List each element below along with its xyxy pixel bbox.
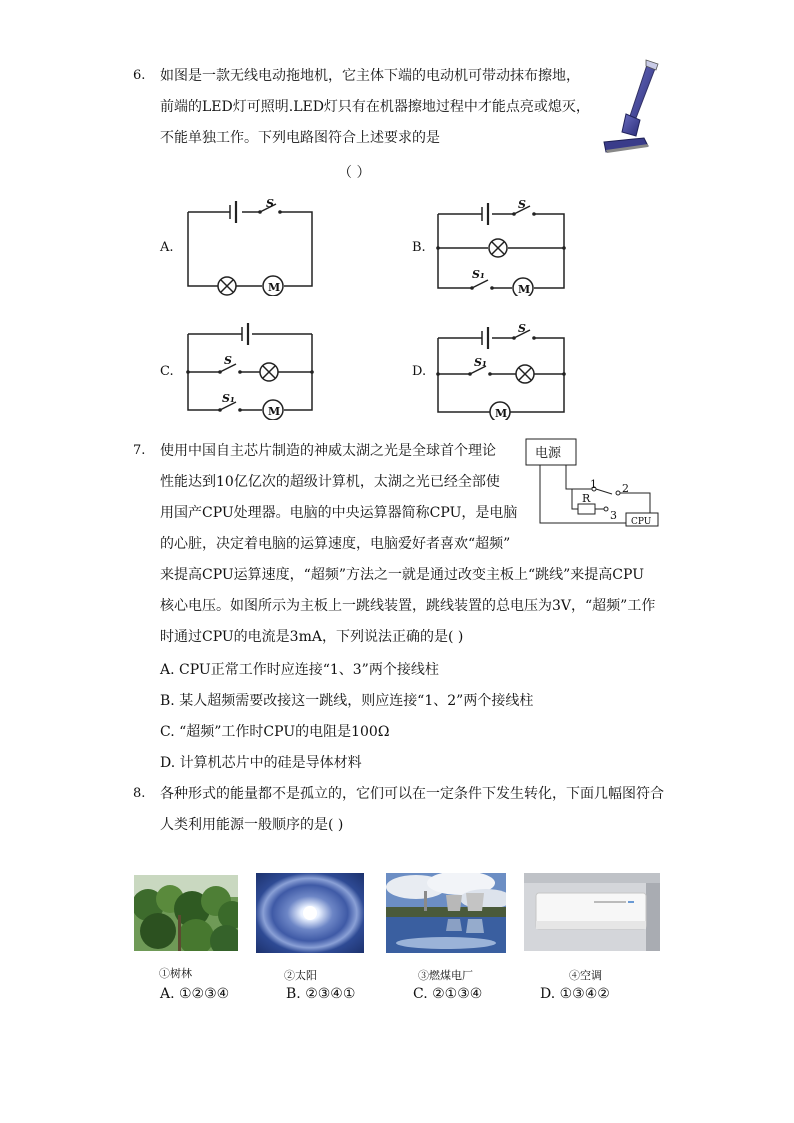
jumper-terminal-1: 1: [590, 478, 597, 491]
circuit-c-diagram: [184, 320, 318, 420]
jumper-terminal-2: 2: [622, 482, 629, 495]
circuit-c-switch-s: S: [224, 354, 232, 367]
caption-air-conditioner: ④空调: [569, 969, 602, 982]
caption-forest: ①树林: [159, 967, 192, 980]
circuit-b-motor-m: M: [518, 283, 531, 296]
question-7-line-1: 使用中国自主芯片制造的神威太湖之光是全球首个理论: [160, 443, 496, 459]
jumper-terminal-3: 3: [610, 509, 617, 522]
circuit-a-diagram: [184, 196, 318, 296]
circuit-a-motor-m: M: [268, 281, 281, 294]
jumper-source-label: 电源: [535, 446, 562, 461]
question-8-option-a: A. ①②③④: [160, 986, 230, 1002]
question-7-option-c: C. “超频”工作时CPU的电阻是100Ω: [160, 724, 390, 740]
question-8-option-c: C. ②①③④: [413, 986, 483, 1002]
question-6-number: 6.: [133, 68, 146, 83]
question-7-line-6: 核心电压。如图所示为主板上一跳线装置，跳线装置的总电压为3V，“超频”工作: [160, 598, 656, 614]
circuit-c-motor-m: M: [268, 405, 281, 418]
question-7-option-a: A. CPU正常工作时应连接“1、3”两个接线柱: [160, 662, 439, 678]
option-b-label: B.: [412, 240, 426, 255]
question-7-line-7: 时通过CPU的电流是3mA，下列说法正确的是( ): [160, 629, 464, 645]
jumper-resistor-label: R: [582, 492, 591, 505]
question-8-option-d: D. ①③④②: [540, 986, 610, 1002]
forest-photo: [134, 875, 238, 951]
option-d-label: D.: [412, 364, 427, 379]
question-8-option-b: B. ②③④①: [286, 986, 356, 1002]
question-6-line-3: 不能单独工作。下列电路图符合上述要求的是: [160, 130, 440, 146]
caption-sun: ②太阳: [284, 969, 317, 982]
circuit-b-switch-s1: S₁: [472, 268, 485, 281]
circuit-b-switch-s: S: [518, 198, 526, 211]
question-7-option-d: D. 计算机芯片中的硅是导体材料: [160, 755, 362, 771]
question-7-line-5: 来提高CPU运算速度，“超频”方法之一就是通过改变主板上“跳线”来提高CPU: [160, 567, 644, 583]
question-7-line-2: 性能达到10亿亿次的超级计算机，太湖之光已经全部使: [160, 474, 500, 490]
circuit-d-motor-m: M: [495, 407, 508, 420]
question-8-line-1: 各种形式的能量都不是孤立的，它们可以在一定条件下发生转化，下面几幅图符合: [160, 786, 664, 802]
circuit-a-switch-s: S: [266, 197, 274, 210]
question-6-line-2: 前端的LED灯可照明.LED灯只有在机器擦地过程中才能点亮或熄灭，: [160, 99, 590, 115]
circuit-b-diagram: [434, 196, 570, 296]
question-7-line-3: 用国产CPU处理器。电脑的中央运算器简称CPU，是电脑: [160, 505, 518, 521]
question-6-line-1: 如图是一款无线电动拖地机，它主体下端的电动机可带动抹布擦地，: [160, 68, 580, 84]
option-c-label: C.: [160, 364, 174, 379]
question-6-answer-paren: （ ）: [338, 165, 371, 181]
mop-image: [596, 58, 662, 156]
circuit-d-switch-s1: S₁: [474, 356, 487, 369]
question-8-number: 8.: [133, 786, 146, 801]
circuit-c-switch-s1: S₁: [222, 392, 235, 405]
option-a-label: A.: [160, 240, 174, 255]
question-8-line-2: 人类利用能源一般顺序的是( ): [160, 817, 344, 833]
question-7-option-b: B. 某人超频需要改接这一跳线，则应连接“1、2”两个接线柱: [160, 693, 534, 709]
air-conditioner-photo: [524, 873, 660, 951]
circuit-d-diagram: [434, 320, 570, 420]
question-7-line-4: 的心脏，决定着电脑的运算速度，电脑爱好者喜欢“超频”: [160, 536, 511, 552]
jumper-cpu-label: CPU: [631, 517, 652, 527]
sun-photo: [256, 873, 364, 953]
circuit-d-switch-s: S: [518, 322, 526, 335]
caption-coal-power-plant: ③燃煤电厂: [418, 969, 473, 982]
jumper-circuit-diagram: [522, 437, 662, 531]
question-7-number: 7.: [133, 443, 146, 458]
coal-power-plant-photo: [386, 873, 506, 953]
